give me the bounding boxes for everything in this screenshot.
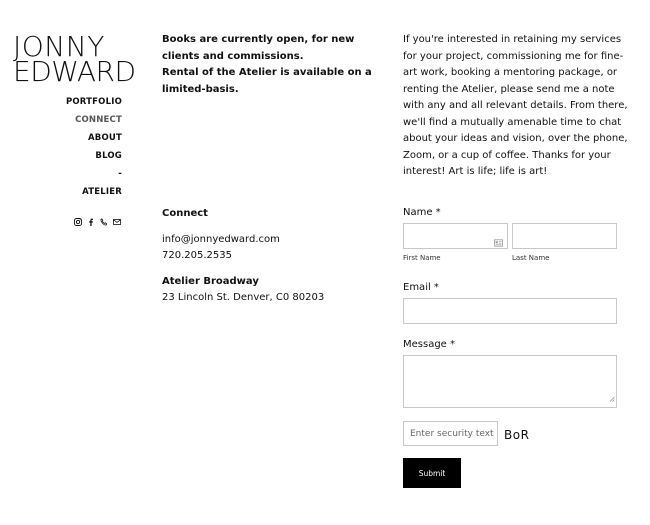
security-code: BoR <box>504 428 530 442</box>
email-input[interactable] <box>403 298 617 324</box>
phone-icon[interactable] <box>100 211 108 219</box>
atelier-rental-text: Rental of the Atelier is available on a limited-basis. <box>162 67 372 95</box>
facebook-icon[interactable] <box>87 211 95 219</box>
security-text-input[interactable]: Enter security text <box>403 421 498 446</box>
contact-phone[interactable]: 720.205.2535 <box>162 250 232 261</box>
logo-line-1: JONNY <box>13 30 105 63</box>
nav-blog[interactable]: BLOG <box>95 151 122 161</box>
email-label: Email * <box>403 282 439 293</box>
email-icon[interactable] <box>113 211 121 219</box>
site-logo[interactable] <box>13 30 136 88</box>
nav-about[interactable]: ABOUT <box>88 133 122 143</box>
atelier-address: 23 Lincoln St. Denver, C0 80203 <box>162 292 325 303</box>
logo-line-2: EDWARD <box>13 55 136 88</box>
nav-atelier[interactable]: ATELIER <box>82 187 122 197</box>
atelier-heading: Atelier Broadway <box>162 276 259 287</box>
contact-card-icon <box>494 232 503 251</box>
first-name-input[interactable] <box>403 223 508 249</box>
contact-info <box>162 206 382 306</box>
message-label: Message * <box>403 339 456 350</box>
connect-heading: Connect <box>162 208 208 219</box>
name-label: Name * <box>403 207 441 218</box>
nav-connect[interactable]: CONNECT <box>75 115 122 125</box>
first-name-sublabel: First Name <box>403 254 441 262</box>
booking-notice <box>162 32 372 98</box>
booking-open-text: Books are currently open, for new clients and commissions. <box>162 34 355 62</box>
message-textarea[interactable] <box>403 355 617 408</box>
resize-handle-icon[interactable] <box>609 387 615 406</box>
submit-button[interactable]: Submit <box>403 458 461 488</box>
contact-intro-paragraph: If you're interested in retaining my services for your project, commissioning me for fine-art work, booking a mentoring package, or renting the Atelier, please send me a note with any and all relevant details. From there, we'll find a mutually amenable time to chat about your ideas and vision, over the phone, Zoom, or a cup of coffee. Thanks for your interest! Art is life; life is art! <box>403 34 628 177</box>
nav-portfolio[interactable]: PORTFOLIO <box>65 97 122 107</box>
social-links <box>74 211 121 219</box>
nav-separator: - <box>118 169 122 179</box>
last-name-sublabel: Last Name <box>512 254 550 262</box>
instagram-icon[interactable] <box>74 211 82 219</box>
last-name-input[interactable] <box>512 223 617 249</box>
contact-email-link[interactable]: info@jonnyedward.com <box>162 234 280 245</box>
main-nav <box>66 97 122 205</box>
